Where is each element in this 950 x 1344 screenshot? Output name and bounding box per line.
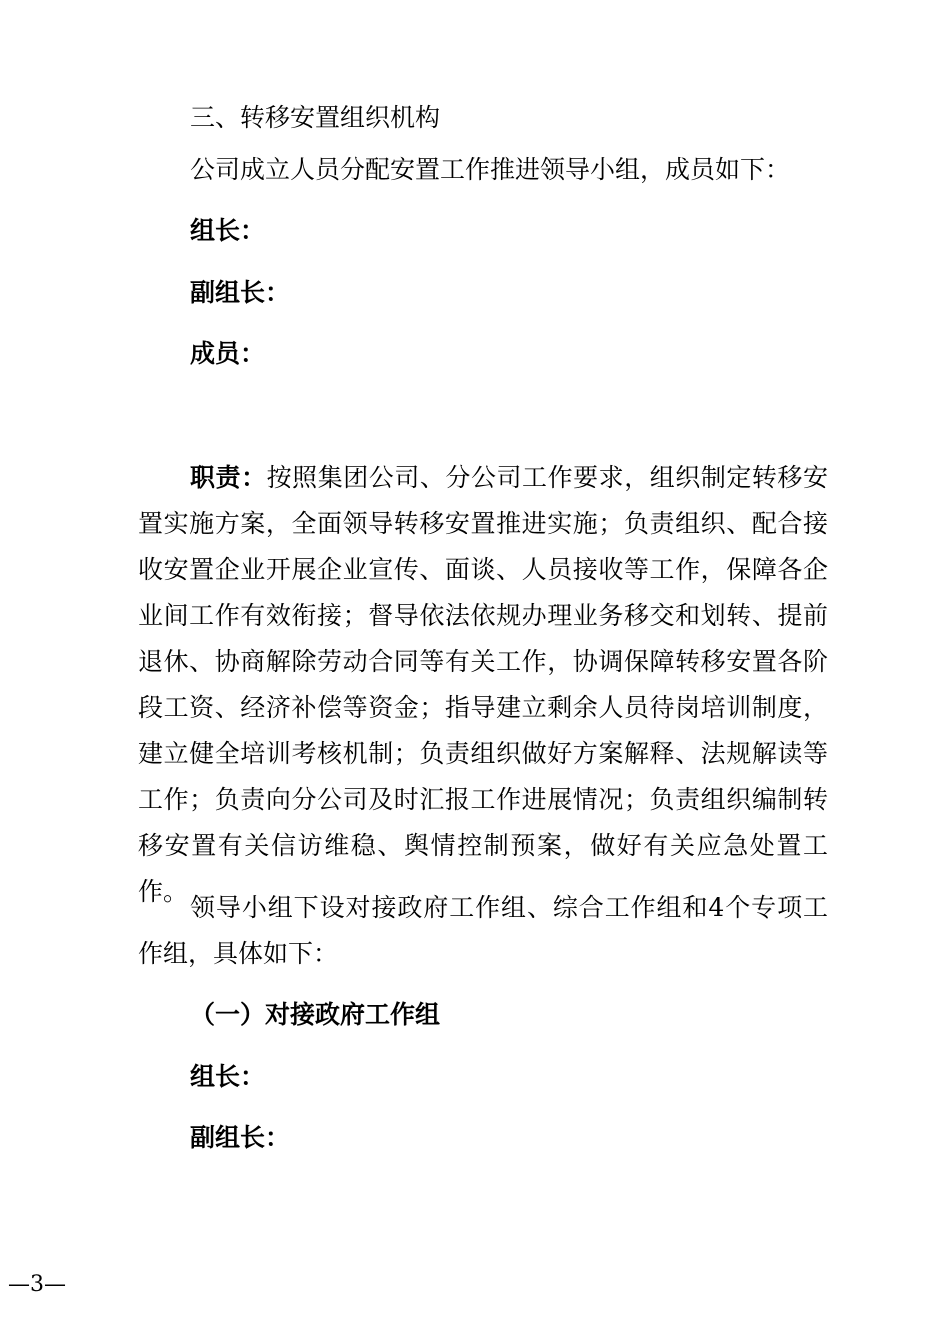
- section-heading: 三、转移安置组织机构: [190, 103, 441, 132]
- duties-text: 按照集团公司、分公司工作要求，组织制定转移安置实施方案，全面领导转移安置推进实施；负责组织、配合接收安置企业开展企业宣传、面谈、人员接收等工作，保障各企业间工作有效衔接；督导依法依规办理业务移交和划转、提前退休、协商解除劳动合同等有关工作，协调保障转移安置各阶段工资、经济补偿等资金；指导建立剩余人员待岗培训制度，建立健全培训考核机制；负责组织做好方案解释、法规解读等工作；负责向分公司及时汇报工作进展情况；负责组织编制转移安置有关信访维稳、舆情控制预案，做好有关应急处置工作。: [138, 463, 828, 906]
- groups-paragraph: 领导小组下设对接政府工作组、综合工作组和4个专项工作组，具体如下：: [138, 893, 828, 968]
- members-label: 成员：: [190, 339, 266, 368]
- section-intro: 公司成立人员分配安置工作推进领导小组，成员如下：: [190, 155, 791, 184]
- deputy-leader-label: 副组长：: [190, 278, 291, 307]
- leader-label: 组长：: [190, 216, 266, 245]
- subsection-heading: （一）对接政府工作组: [190, 1000, 441, 1029]
- subsection-leader-label: 组长：: [190, 1062, 266, 1091]
- page-number: —3—: [8, 1272, 66, 1297]
- duties-label: 职责：: [190, 463, 267, 492]
- duties-paragraph: [138, 455, 828, 915]
- subsection-deputy-label: 副组长：: [190, 1123, 291, 1152]
